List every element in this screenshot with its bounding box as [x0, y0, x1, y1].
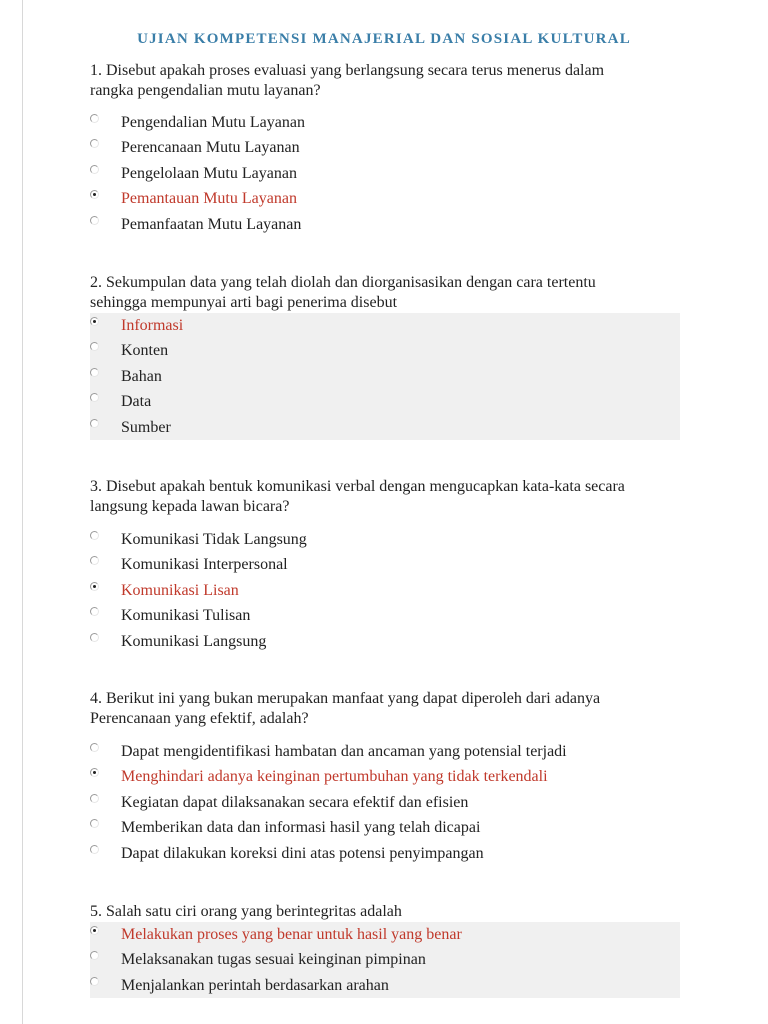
answer-option[interactable]	[90, 947, 680, 972]
answer-option[interactable]	[90, 815, 690, 840]
page-edge-rule	[22, 0, 23, 1024]
answer-option[interactable]	[90, 212, 690, 237]
answer-option[interactable]	[90, 389, 680, 414]
radio-button[interactable]	[90, 531, 99, 540]
answer-option[interactable]	[90, 161, 690, 186]
answer-label: Data	[121, 393, 152, 411]
answer-label: Konten	[121, 342, 169, 360]
answer-option[interactable]	[90, 629, 690, 654]
answer-label: Pemantauan Mutu Layanan	[121, 190, 297, 208]
answer-option[interactable]	[90, 527, 690, 552]
answer-options	[90, 527, 690, 654]
question-2	[90, 273, 690, 440]
answer-option[interactable]	[90, 364, 680, 389]
answer-label: Pengelolaan Mutu Layanan	[121, 164, 297, 182]
radio-button[interactable]	[90, 977, 99, 986]
radio-button[interactable]	[90, 743, 99, 752]
radio-button[interactable]	[90, 633, 99, 642]
radio-button[interactable]	[90, 165, 99, 174]
answer-label: Bahan	[121, 367, 162, 385]
exam-title: UJIAN KOMPETENSI MANAJERIAL DAN SOSIAL KULTURAL	[137, 31, 631, 47]
question-text: 5. Salah satu ciri orang yang berintegritas adalah	[90, 903, 402, 920]
answer-option[interactable]	[90, 552, 690, 577]
question-text: 2. Sekumpulan data yang telah diolah dan diorganisasikan dengan cara tertentu sehingga mempunyai arti bagi penerima disebut	[90, 274, 596, 311]
answer-option[interactable]	[90, 135, 690, 160]
answer-label: Komunikasi Tulisan	[121, 607, 251, 625]
answer-label: Menghindari adanya keinginan pertumbuhan yang tidak terkendali	[121, 768, 548, 786]
answer-option[interactable]	[90, 841, 690, 866]
radio-button[interactable]	[90, 582, 99, 591]
answer-label: Melakukan proses yang benar untuk hasil yang benar	[121, 926, 462, 943]
answer-option[interactable]	[90, 973, 680, 998]
radio-button[interactable]	[90, 607, 99, 616]
answer-label: Pengendalian Mutu Layanan	[121, 114, 305, 131]
answer-option[interactable]	[90, 922, 680, 947]
answer-label: Komunikasi Langsung	[121, 632, 267, 650]
answer-option[interactable]	[90, 110, 690, 135]
answer-option[interactable]	[90, 415, 680, 440]
radio-button[interactable]	[90, 845, 99, 854]
answer-options	[90, 313, 680, 440]
answer-label: Dapat dilakukan koreksi dini atas potensi penyimpangan	[121, 844, 484, 862]
answer-option[interactable]	[90, 603, 690, 628]
answer-label: Melaksanakan tugas sesuai keinginan pimpinan	[121, 951, 426, 969]
question-5	[90, 902, 690, 998]
radio-button[interactable]	[90, 114, 99, 123]
question-text: 3. Disebut apakah bentuk komunikasi verbal dengan mengucapkan kata-kata secara langsung kepada lawan bicara?	[90, 478, 625, 515]
radio-button[interactable]	[90, 926, 99, 935]
answer-label: Informasi	[121, 317, 184, 334]
answer-label: Perencanaan Mutu Layanan	[121, 139, 300, 157]
answer-option[interactable]	[90, 186, 690, 211]
radio-button[interactable]	[90, 393, 99, 402]
answer-option[interactable]	[90, 313, 680, 338]
radio-button[interactable]	[90, 556, 99, 565]
radio-button[interactable]	[90, 368, 99, 377]
answer-label: Menjalankan perintah berdasarkan arahan	[121, 976, 389, 994]
answer-label: Kegiatan dapat dilaksanakan secara efektif dan efisien	[121, 793, 469, 811]
radio-button[interactable]	[90, 768, 99, 777]
question-text: 1. Disebut apakah proses evaluasi yang berlangsung secara terus menerus dalam rangka pengendalian mutu layanan?	[90, 62, 605, 99]
radio-button[interactable]	[90, 819, 99, 828]
answer-label: Komunikasi Lisan	[121, 581, 239, 599]
answer-option[interactable]	[90, 338, 680, 363]
radio-button[interactable]	[90, 419, 99, 428]
answer-label: Komunikasi Interpersonal	[121, 556, 288, 574]
answer-options	[90, 110, 690, 237]
answer-label: Dapat mengidentifikasi hambatan dan ancaman yang potensial terjadi	[121, 743, 567, 760]
question-4	[90, 689, 690, 866]
question-1	[90, 61, 690, 237]
answer-label: Pemanfaatan Mutu Layanan	[121, 215, 302, 233]
answer-label: Sumber	[121, 418, 171, 436]
radio-button[interactable]	[90, 317, 99, 326]
answer-option[interactable]	[90, 764, 690, 789]
answer-option[interactable]	[90, 578, 690, 603]
answer-options	[90, 922, 680, 998]
radio-button[interactable]	[90, 216, 99, 225]
question-3	[90, 477, 690, 654]
answer-label: Memberikan data dan informasi hasil yang telah dicapai	[121, 819, 481, 837]
answer-option[interactable]	[90, 790, 690, 815]
radio-button[interactable]	[90, 342, 99, 351]
radio-button[interactable]	[90, 951, 99, 960]
answer-label: Komunikasi Tidak Langsung	[121, 531, 307, 548]
radio-button[interactable]	[90, 794, 99, 803]
question-text: 4. Berikut ini yang bukan merupakan manfaat yang dapat diperoleh dari adanya Perencanaan yang efektif, adalah?	[90, 690, 601, 727]
radio-button[interactable]	[90, 190, 99, 199]
radio-button[interactable]	[90, 139, 99, 148]
answer-options	[90, 739, 690, 866]
answer-option[interactable]	[90, 739, 690, 764]
